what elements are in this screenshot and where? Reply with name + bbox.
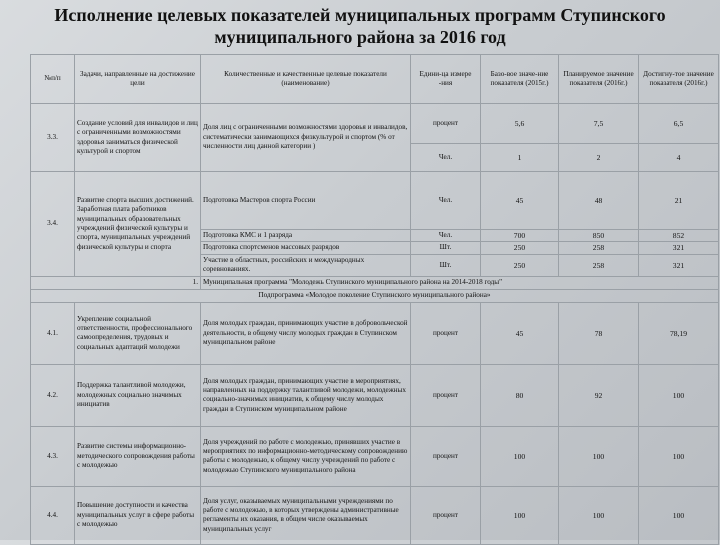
row-indicator: Доля молодых граждан, принимающих участие в добровольческой деятельности, в общему числу молодых граждан в Ступинском муниципальном районе xyxy=(201,302,411,364)
row-achieved: 100 xyxy=(639,426,719,486)
table-row xyxy=(31,104,719,144)
header-achieved: Достигну-тое значение показателя (2016г.) xyxy=(639,55,719,104)
row-num: 3.3. xyxy=(31,104,75,172)
row-unit: Чел. xyxy=(411,172,481,230)
row-unit: процент xyxy=(411,486,481,544)
row-indicator: Доля молодых граждан, принимающих участие в мероприятиях, направленных на поддержку талантливой молодежи, молодежных социально-значимых инициатив, к общему числу молодых граждан в Ступинском муниципальном районе xyxy=(201,364,411,426)
row-planned: 850 xyxy=(559,230,639,242)
table-row xyxy=(31,364,719,426)
row-task: Создание условий для инвалидов и лиц с ограниченными возможностями здоровья заниматься физической культурой и спортом xyxy=(75,104,201,172)
row-num: 3.4. xyxy=(31,172,75,277)
page-title xyxy=(0,4,720,48)
row-base: 80 xyxy=(481,364,559,426)
row-indicator: Доля учреждений по работе с молодежью, принявших участие в мероприятиях по информационно-методическому сопровождению работы с молодежью, к общему числу учреждений по работе с молодежью Ступинского муниципального района xyxy=(201,426,411,486)
row-unit: Чел. xyxy=(411,144,481,172)
row-planned: 48 xyxy=(559,172,639,230)
row-base: 5,6 xyxy=(481,104,559,144)
table-row xyxy=(31,426,719,486)
row-indicator: Подготовка КМС и 1 разряда xyxy=(201,230,411,242)
row-task: Развитие спорта высших достижений. Заработная плата работников муниципальных образовательных учреждений физической культуры и спорта, муниципальных учреждений физической культуры и спорта xyxy=(75,172,201,277)
row-planned: 7,5 xyxy=(559,104,639,144)
row-unit: Чел. xyxy=(411,230,481,242)
row-achieved: 321 xyxy=(639,254,719,276)
section-program-row xyxy=(31,276,719,289)
header-task: Задачи, направленные на достижение цели xyxy=(75,55,201,104)
row-num: 4.2. xyxy=(31,364,75,426)
row-achieved: 21 xyxy=(639,172,719,230)
row-achieved: 100 xyxy=(639,364,719,426)
header-num: №п/п xyxy=(31,55,75,104)
section-subprogram-row xyxy=(31,289,719,302)
row-planned: 92 xyxy=(559,364,639,426)
table-header-row xyxy=(31,55,719,104)
row-indicator: Подготовка спортсменов массовых разрядов xyxy=(201,242,411,254)
row-planned: 2 xyxy=(559,144,639,172)
row-unit: процент xyxy=(411,364,481,426)
row-indicator: Участие в областных, российских и международных соревнованиях. xyxy=(201,254,411,276)
row-unit: процент xyxy=(411,104,481,144)
row-achieved: 852 xyxy=(639,230,719,242)
row-achieved: 321 xyxy=(639,242,719,254)
row-base: 700 xyxy=(481,230,559,242)
row-unit: процент xyxy=(411,302,481,364)
row-achieved: 78,19 xyxy=(639,302,719,364)
indicators-table xyxy=(30,54,719,545)
row-num: 4.3. xyxy=(31,426,75,486)
row-indicator: Доля лиц с ограниченными возможностями здоровья и инвалидов, систематически занимающихся физкультурой и спортом (% от численности лиц данной категории ) xyxy=(201,104,411,172)
row-base: 45 xyxy=(481,172,559,230)
title-line-2: муниципального района за 2016 год xyxy=(214,27,506,47)
row-planned: 78 xyxy=(559,302,639,364)
row-planned: 258 xyxy=(559,242,639,254)
row-task: Поддержка талантливой молодежи, молодежных социально значимых инициатив xyxy=(75,364,201,426)
row-base: 100 xyxy=(481,426,559,486)
header-unit: Едини-ца измере -ния xyxy=(411,55,481,104)
row-achieved: 100 xyxy=(639,486,719,544)
table-row xyxy=(31,302,719,364)
row-task: Повышение доступности и качества муниципальных услуг в сфере работы с молодежью xyxy=(75,486,201,544)
row-achieved: 4 xyxy=(639,144,719,172)
row-base: 45 xyxy=(481,302,559,364)
section-subprogram: Подпрограмма «Молодое поколение Ступинского муниципального района» xyxy=(31,289,719,302)
header-base: Базо-вое значе-ние показателя (2015г.) xyxy=(481,55,559,104)
header-indicators: Количественные и качественные целевые показатели (наименование) xyxy=(201,55,411,104)
row-achieved: 6,5 xyxy=(639,104,719,144)
table-row xyxy=(31,486,719,544)
row-base: 250 xyxy=(481,242,559,254)
row-unit: Шт. xyxy=(411,242,481,254)
table-row xyxy=(31,172,719,230)
title-line-1: Исполнение целевых показателей муниципальных программ Ступинского xyxy=(54,5,666,25)
row-base: 100 xyxy=(481,486,559,544)
row-base: 1 xyxy=(481,144,559,172)
row-num: 4.1. xyxy=(31,302,75,364)
section-program: Муниципальная программа "Молодежь Ступинского муниципального района на 2014-2018 годы" xyxy=(201,276,719,289)
row-unit: Шт. xyxy=(411,254,481,276)
row-planned: 100 xyxy=(559,486,639,544)
row-indicator: Подготовка Мастеров спорта России xyxy=(201,172,411,230)
row-unit: процент xyxy=(411,426,481,486)
row-base: 250 xyxy=(481,254,559,276)
header-planned: Планируемое значение показателя (2016г.) xyxy=(559,55,639,104)
row-task: Укрепление социальной ответственности, профессионального самоопределения, трудовых и социальных адаптаций молодежи xyxy=(75,302,201,364)
row-num: 4.4. xyxy=(31,486,75,544)
section-num: 1. xyxy=(31,276,201,289)
row-planned: 100 xyxy=(559,426,639,486)
row-indicator: Доля услуг, оказываемых муниципальными учреждениями по работе с молодежью, в которых утверждены административные регламенты их оказания, в общем числе оказываемых муниципальных услуг xyxy=(201,486,411,544)
row-task: Развитие системы информационно-методического сопровождения работы с молодежью xyxy=(75,426,201,486)
row-planned: 258 xyxy=(559,254,639,276)
